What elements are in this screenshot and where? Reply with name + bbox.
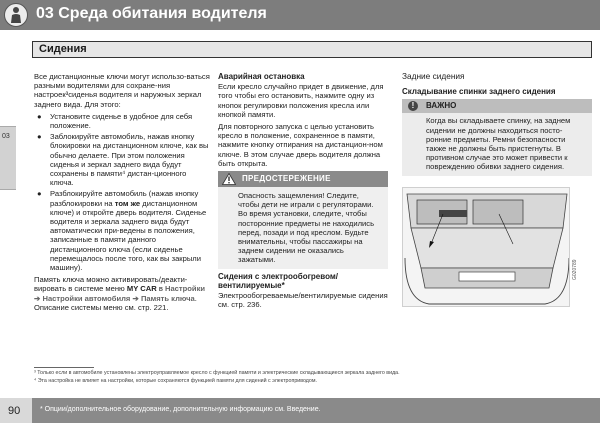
- column-left: [34, 72, 212, 315]
- chapter-side-tab-label: 03: [2, 133, 10, 140]
- list-item: ● Разблокируйте автомобиль (нажав кнопку разблокировки на том же дистанционном ключе) и откройте дверь водителя. Сиденье водителя и зеркала заднего вида будут автоматически при-ведены в положения, записанные в памяти данного дистанционного ключа (если сиденье перемещалось после того, как вы закрыли машину).: [37, 189, 207, 273]
- warning-text: Опасность защемления! Следите, чтобы дети не играли с регуляторами. Во время установки, следите, чтобы посторонние предметы не находились перед, позади и под креслом. Будьте внимательны, чтобы пассажиры на заднем сидении не оказались зажатыми.: [238, 191, 375, 265]
- emergency-stop-heading: Аварийная остановка: [218, 72, 305, 81]
- important-box: [402, 99, 592, 175]
- intro-paragraph: Все дистанционные ключи могут использо-ваться разными водителями для сохране-ния настроек³сиденья водителя и наружных зеркал заднего вида. Для этого:: [34, 72, 210, 109]
- chapter-title: 03 Среда обитания водителя: [36, 5, 267, 22]
- chapter-side-tab: [0, 126, 16, 190]
- section-heading-bar: [32, 41, 592, 58]
- heated-seats-paragraph: Электрообогреваемые/вентилируемые сидения см. стр. 236.: [218, 291, 388, 310]
- important-text: Когда вы складываете спинку, на заднем сидении не должны находиться посто-ронние предметы. Ремни безопасности также не должны быть пристегнуты. В противном случае это может привести к повреждению обивки заднего сидения.: [426, 116, 571, 172]
- warning-triangle-icon: [222, 173, 236, 185]
- trunk-illustration: [403, 188, 570, 307]
- section-title: Сидения: [39, 43, 87, 55]
- chapter-header: [0, 0, 600, 30]
- page-number: 90: [8, 405, 21, 417]
- key-memory-paragraph: Память ключа можно активировать/деакти-вировать в системе меню MY CAR в Настройки ➔ Настройки автомобиля ➔ Память ключа. Описание системы меню см. стр. 221.: [34, 275, 206, 312]
- bullet-icon: ●: [37, 132, 42, 142]
- emergency-stop-paragraph: Если кресло случайно придет в движение, для того чтобы его остановить, нажмите одну из кнопок регулировки положения кресла или кнопкой памяти.: [218, 82, 384, 119]
- menu-path: Настройки ➔ Настройки автомобиля ➔ Память ключа: [34, 284, 206, 303]
- fold-backrest-heading: Складывание спинки заднего сидения: [402, 87, 556, 97]
- footnotes: [34, 370, 574, 385]
- list-item: ● Заблокируйте автомобиль, нажав кнопку блокировки на дистанционном ключе, как вы обычно делаете. При этом положения сиденья и зеркал заднего вида будут сохранены в памяти⁴ дистан-ционного ключа.: [37, 132, 209, 188]
- column-right: [402, 72, 592, 180]
- footer-note: * Опции/дополнительное оборудование, дополнительную информацию см. Введение.: [40, 406, 321, 413]
- my-car-label: MY CAR: [126, 284, 157, 294]
- important-label: ВАЖНО: [426, 101, 457, 111]
- illustration-code: G020789: [572, 259, 578, 280]
- page-footer: [0, 398, 600, 423]
- rear-seat-folding-illustration: [402, 187, 570, 307]
- footnote-3: ³ Только если в автомобиле установлены электроуправляемое кресло с функцией памяти и электрические складывающиеся зеркала заднего вида.: [34, 370, 400, 376]
- important-header: [402, 99, 592, 113]
- steps-list: [34, 112, 212, 272]
- exclamation-icon: !: [408, 101, 418, 111]
- rear-seats-heading: Задние сидения: [402, 71, 465, 81]
- warning-label: ПРЕДОСТЕРЕЖЕНИЕ: [242, 174, 331, 184]
- bullet-icon: ●: [37, 111, 42, 121]
- restart-paragraph: Для повторного запуска с целью установить кресло в положение, сохраненное в памяти, нажмите кнопку отпирания на дистанцион-ном ключе. В этом случае дверь водителя должна быть открыта.: [218, 122, 383, 168]
- driver-seat-icon: [4, 3, 28, 27]
- footer-bar: [32, 398, 600, 423]
- column-middle: [218, 72, 396, 312]
- warning-box: [218, 171, 388, 269]
- footnote-divider: [34, 367, 94, 368]
- warning-header: [218, 171, 388, 187]
- footnote-4: ⁴ Эта настройка не влияет на настройки, которые сохраняются функцией памяти для сидений с электроприводом.: [34, 377, 317, 384]
- list-item: ● Установите сиденье в удобное для себя положение.: [37, 111, 193, 131]
- heated-seats-heading: Сидения с электрообогревом/ вентилируемые*: [218, 271, 338, 290]
- page-number-box: [0, 398, 32, 423]
- bullet-icon: ●: [37, 189, 42, 199]
